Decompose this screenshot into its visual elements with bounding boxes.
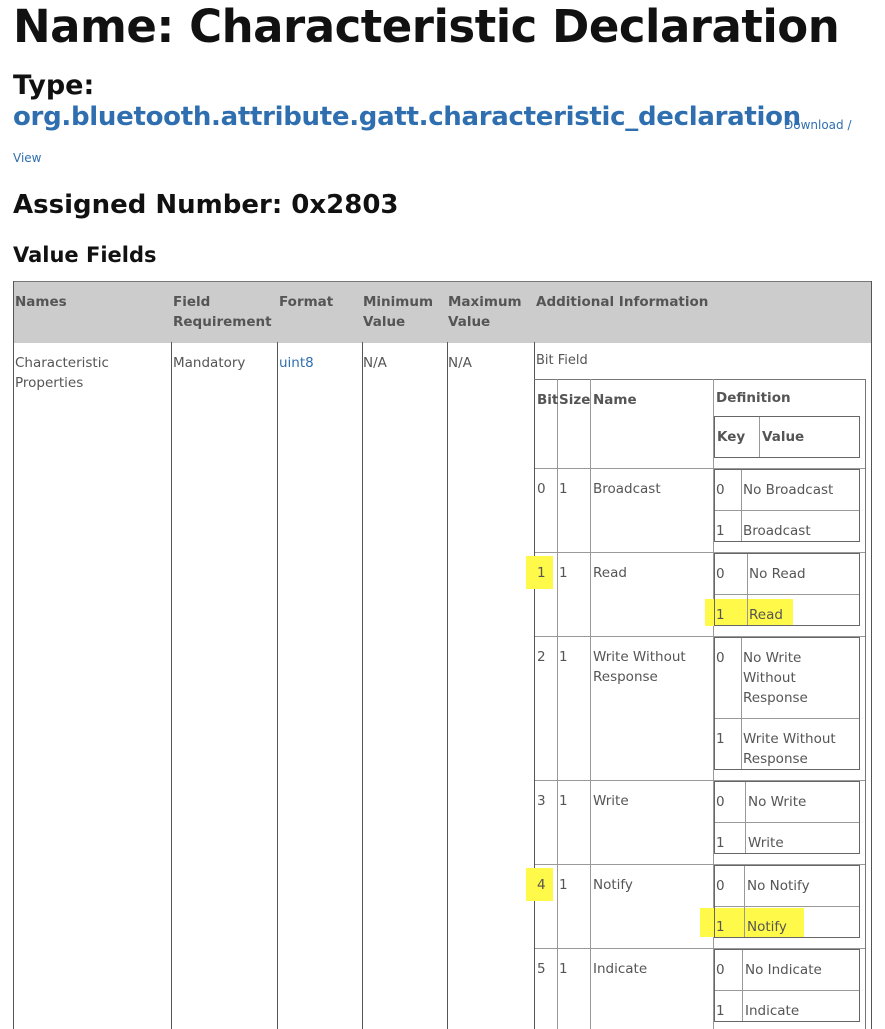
col-divider: [277, 342, 278, 1029]
bitfield-header-bit: Bit: [537, 392, 559, 408]
def-value: Write: [748, 835, 784, 851]
def-value: No Read: [749, 566, 806, 582]
bit-number: 4: [537, 877, 546, 893]
bit-name: Indicate: [593, 961, 648, 977]
bitfield-top-border: [534, 379, 866, 380]
def-key: 0: [716, 794, 725, 810]
header-field-requirement: Field Requirement: [173, 294, 272, 330]
bit-size: 1: [559, 961, 568, 977]
def-value: Broadcast: [743, 523, 811, 539]
bitfield-right-border: [865, 379, 866, 1029]
bit-size: 1: [559, 649, 568, 665]
bit-name: Write: [593, 793, 629, 809]
bitfield-header-definition: Definition: [716, 390, 791, 406]
header-minimum-value: Minimum Value: [363, 294, 434, 330]
download-link[interactable]: Download /: [784, 118, 852, 132]
page-title: Name: Characteristic Declaration: [13, 0, 840, 53]
key-value-divider: [759, 417, 760, 457]
definition-divider: [745, 782, 746, 853]
bit-number: 1: [537, 565, 546, 581]
bitfield-header-key: Key: [717, 429, 746, 445]
col-divider: [447, 342, 448, 1029]
bitfield-header-value: Value: [762, 429, 805, 445]
def-key: 1: [716, 919, 725, 935]
table-border-left: [13, 281, 14, 1029]
def-value: Notify: [747, 919, 787, 935]
def-value: Write Without Response: [743, 731, 836, 767]
def-key: 0: [716, 650, 725, 666]
bitfield-header-name: Name: [593, 392, 637, 408]
definition-divider: [741, 638, 742, 769]
def-value: Read: [749, 607, 783, 623]
header-additional-information: Additional Information: [536, 294, 709, 310]
header-maximum-value: Maximum Value: [448, 294, 522, 330]
view-link[interactable]: View: [13, 151, 42, 165]
bit-number: 0: [537, 481, 546, 497]
bit-number: 2: [537, 649, 546, 665]
assigned-number: Assigned Number: 0x2803: [13, 190, 399, 220]
value-fields-heading: Value Fields: [13, 243, 157, 267]
def-key: 1: [716, 1003, 725, 1019]
def-key: 1: [716, 731, 725, 747]
header-names: Names: [15, 294, 67, 310]
def-key: 1: [716, 835, 725, 851]
def-key: 0: [716, 962, 725, 978]
def-value: No Write: [748, 794, 807, 810]
bit-size: 1: [559, 877, 568, 893]
def-key: 0: [716, 482, 725, 498]
bitfield-header-size: Size: [559, 392, 591, 408]
def-key: 0: [716, 878, 725, 894]
definition-divider: [715, 990, 859, 991]
definition-divider: [747, 554, 748, 625]
type-value-link[interactable]: org.bluetooth.attribute.gatt.characteristic_declaration: [13, 102, 801, 132]
definition-divider: [715, 822, 859, 823]
def-value: No Write Without Response: [743, 650, 808, 706]
bitfield-col-divider: [557, 379, 558, 1029]
definition-divider: [715, 906, 859, 907]
def-value: No Indicate: [745, 962, 822, 978]
def-value: Indicate: [745, 1003, 800, 1019]
def-value: No Notify: [747, 878, 810, 894]
cell-max: N/A: [448, 355, 472, 371]
definition-divider: [744, 866, 745, 937]
def-key: 1: [716, 607, 725, 623]
definition-divider: [742, 950, 743, 1021]
table-border-right: [871, 281, 872, 1029]
header-format: Format: [279, 294, 334, 310]
def-key: 0: [716, 566, 725, 582]
bit-number: 3: [537, 793, 546, 809]
def-value: No Broadcast: [743, 482, 834, 498]
col-divider: [171, 342, 172, 1029]
definition-divider: [741, 470, 742, 541]
bit-size: 1: [559, 565, 568, 581]
bit-name: Write Without Response: [593, 649, 686, 685]
type-label: Type:: [13, 70, 95, 101]
cell-min: N/A: [363, 355, 387, 371]
definition-divider: [715, 510, 859, 511]
bit-size: 1: [559, 793, 568, 809]
def-key: 1: [716, 523, 725, 539]
bitfield-col-divider: [590, 379, 591, 1029]
bit-name: Broadcast: [593, 481, 661, 497]
cell-name: Characteristic Properties: [15, 355, 109, 391]
format-link[interactable]: uint8: [279, 355, 314, 371]
bit-field-title: Bit Field: [536, 353, 588, 368]
cell-requirement: Mandatory: [173, 355, 246, 371]
definition-divider: [715, 594, 859, 595]
bit-name: Read: [593, 565, 627, 581]
bit-name: Notify: [593, 877, 633, 893]
bit-number: 5: [537, 961, 546, 977]
col-divider: [362, 342, 363, 1029]
col-divider: [534, 342, 535, 1029]
bit-size: 1: [559, 481, 568, 497]
definition-divider: [715, 718, 859, 719]
